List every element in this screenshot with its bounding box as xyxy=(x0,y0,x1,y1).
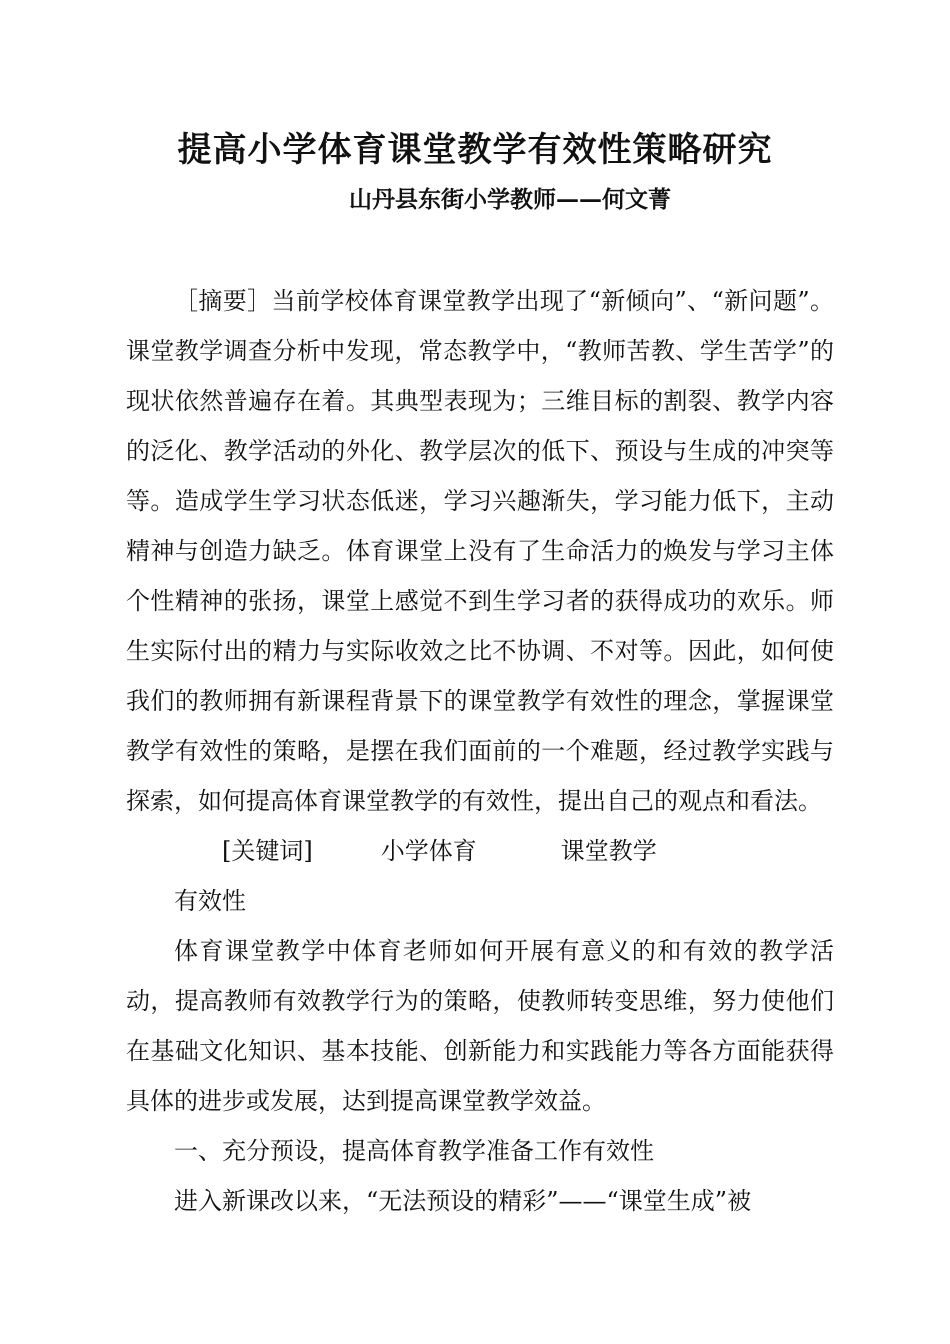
keyword-item: 小学体育 xyxy=(380,837,477,865)
section-heading: 一、充分预设，提高体育教学准备工作有效性 xyxy=(174,1137,654,1165)
document-title: 提高小学体育课堂教学有效性策略研究 xyxy=(177,130,773,170)
keywords-line xyxy=(126,826,834,926)
intro-paragraph: 体育课堂教学中体育老师如何开展有意义的和有效的教学活动，提高教师有效教学行为的策略，使教师转变思维，努力使他们在基础文化知识、基本技能、创新能力和实践能力等各方面能获得具体的进步或发展，达到提高课堂教学效益。 xyxy=(126,937,834,1115)
section-paragraph: 进入新课改以来，“无法预设的精彩”——“课堂生成”被 xyxy=(174,1187,752,1215)
keyword-item: 有效性 xyxy=(174,887,246,915)
abstract-paragraph: ［摘要］当前学校体育课堂教学出现了“新倾向”、“新问题”。课堂教学调查分析中发现，常态教学中，“教师苦教、学生苦学”的现状依然普遍存在着。其典型表现为；三维目标的割裂、教学内容的泛化、教学活动的外化、教学层次的低下、预设与生成的冲突等等。造成学生学习状态低迷，学习兴趣渐失，学习能力低下，主动精神与创造力缺乏。体育课堂上没有了生命活力的焕发与学习主体个性精神的张扬，课堂上感觉不到生学习者的获得成功的欢乐。师生实际付出的精力与实际收效之比不协调、不对等。因此，如何使我们的教师拥有新课程背景下的课堂教学有效性的理念，掌握课堂教学有效性的策略，是摆在我们面前的一个难题，经过教学实践与探索，如何提高体育课堂教学的有效性，提出自己的观点和看法。 xyxy=(126,287,834,815)
document-body xyxy=(126,276,834,1226)
document-author: 山丹县东街小学教师——何文菁 xyxy=(349,186,671,213)
keywords-label: [关键词] xyxy=(222,837,313,865)
keyword-item: 课堂教学 xyxy=(560,837,657,865)
